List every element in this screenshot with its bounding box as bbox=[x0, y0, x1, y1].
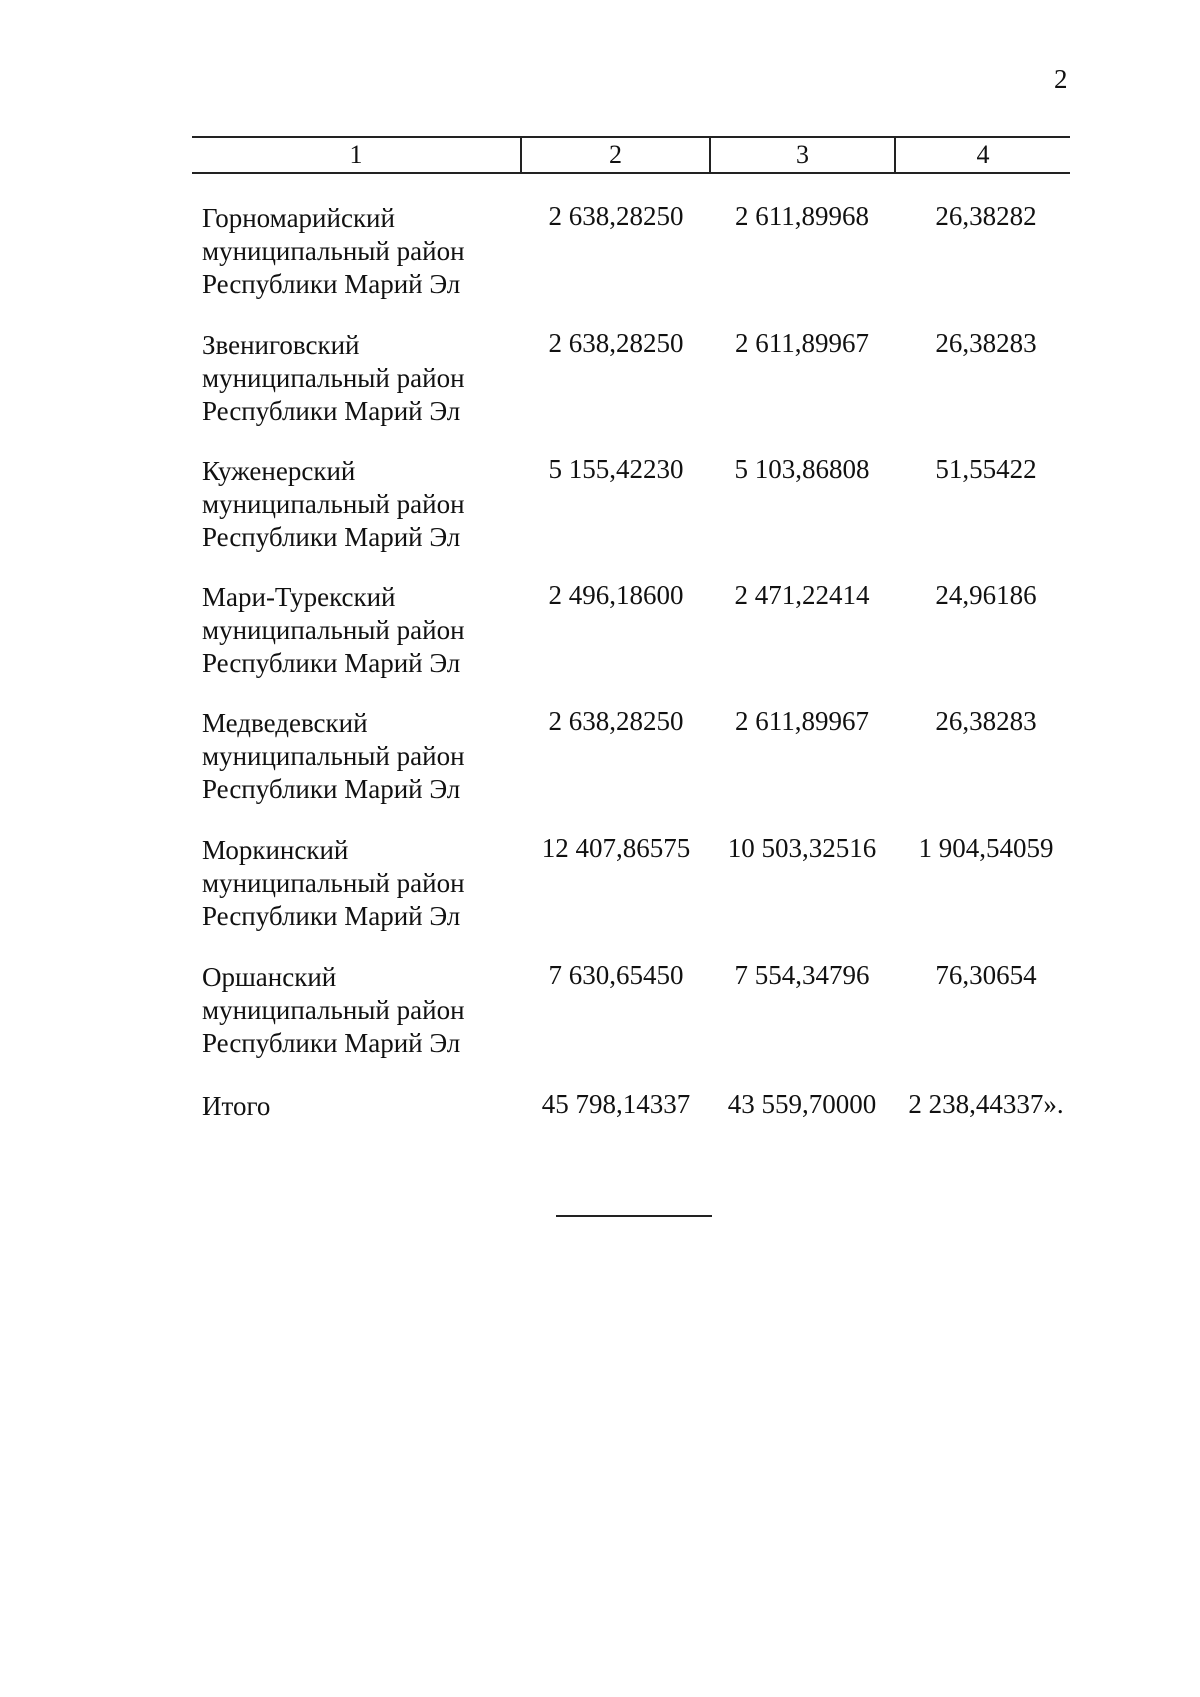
district-name-line: Республики Марий Эл bbox=[202, 648, 461, 678]
value-col-3: 7 554,34796 bbox=[734, 960, 870, 990]
value-col-3: 2 611,89968 bbox=[735, 201, 869, 231]
district-name-line: Оршанский bbox=[202, 962, 337, 992]
value-col-2: 2 638,28250 bbox=[548, 328, 684, 358]
table-row bbox=[0, 834, 1200, 944]
header-col-3: 3 bbox=[796, 140, 809, 169]
value-col-3: 2 471,22414 bbox=[734, 580, 870, 610]
district-name bbox=[202, 455, 502, 554]
total-label: Итого bbox=[202, 1091, 271, 1121]
value-col-4: 1 904,54059 bbox=[918, 833, 1054, 863]
district-name-line: Звениговский bbox=[202, 330, 360, 360]
district-name bbox=[202, 329, 502, 428]
table-row bbox=[0, 961, 1200, 1071]
page-number: 2 bbox=[1054, 64, 1068, 94]
table-row bbox=[0, 455, 1200, 565]
district-name-line: Республики Марий Эл bbox=[202, 901, 461, 931]
district-name bbox=[202, 834, 502, 933]
district-name-line: муниципальный район bbox=[202, 995, 465, 1025]
value-col-2: 2 496,18600 bbox=[548, 580, 684, 610]
table-row bbox=[0, 707, 1200, 817]
table-header bbox=[192, 136, 1070, 174]
table-row bbox=[0, 329, 1200, 439]
value-col-2: 12 407,86575 bbox=[541, 833, 691, 863]
district-name bbox=[202, 707, 502, 806]
district-name-line: муниципальный район bbox=[202, 615, 465, 645]
district-name-line: Моркинский bbox=[202, 835, 349, 865]
value-col-4: 76,30654 bbox=[935, 960, 1037, 990]
value-col-3: 10 503,32516 bbox=[727, 833, 877, 863]
district-name bbox=[202, 961, 502, 1060]
value-col-4: 51,55422 bbox=[935, 454, 1037, 484]
district-name-line: муниципальный район bbox=[202, 489, 465, 519]
district-name-line: муниципальный район bbox=[202, 868, 465, 898]
total-col-2: 45 798,14337 bbox=[541, 1089, 691, 1119]
district-name-line: муниципальный район bbox=[202, 236, 465, 266]
district-name-line: Мари-Турекский bbox=[202, 582, 396, 612]
value-col-2: 2 638,28250 bbox=[548, 201, 684, 231]
header-col-2: 2 bbox=[609, 140, 622, 169]
district-name-line: Республики Марий Эл bbox=[202, 1028, 461, 1058]
header-col-1: 1 bbox=[349, 140, 363, 169]
district-name-line: Куженерский bbox=[202, 456, 356, 486]
value-col-2: 7 630,65450 bbox=[548, 960, 684, 990]
district-name-line: Республики Марий Эл bbox=[202, 396, 461, 426]
district-name-line: муниципальный район bbox=[202, 741, 465, 771]
district-name bbox=[202, 202, 502, 301]
value-col-4: 26,38283 bbox=[935, 706, 1037, 736]
district-name-line: Республики Марий Эл bbox=[202, 522, 461, 552]
value-col-3: 2 611,89967 bbox=[735, 706, 869, 736]
value-col-4: 26,38283 bbox=[935, 328, 1037, 358]
district-name-line: Республики Марий Эл bbox=[202, 774, 461, 804]
header-col-4: 4 bbox=[976, 140, 990, 169]
district-name-line: муниципальный район bbox=[202, 363, 465, 393]
table-row bbox=[0, 202, 1200, 312]
value-col-4: 26,38282 bbox=[935, 201, 1037, 231]
value-col-2: 2 638,28250 bbox=[548, 706, 684, 736]
end-of-document-rule bbox=[556, 1215, 712, 1217]
table-row bbox=[0, 581, 1200, 691]
value-col-4: 24,96186 bbox=[935, 580, 1037, 610]
district-name-line: Горномарийский bbox=[202, 203, 395, 233]
value-col-3: 5 103,86808 bbox=[734, 454, 870, 484]
district-name bbox=[202, 581, 502, 680]
district-name-line: Медведевский bbox=[202, 708, 368, 738]
total-row bbox=[0, 1090, 1200, 1200]
value-col-3: 2 611,89967 bbox=[735, 328, 869, 358]
total-col-3: 43 559,70000 bbox=[727, 1089, 877, 1119]
value-col-2: 5 155,42230 bbox=[548, 454, 684, 484]
total-col-4: 2 238,44337». bbox=[908, 1089, 1064, 1119]
district-name-line: Республики Марий Эл bbox=[202, 269, 461, 299]
